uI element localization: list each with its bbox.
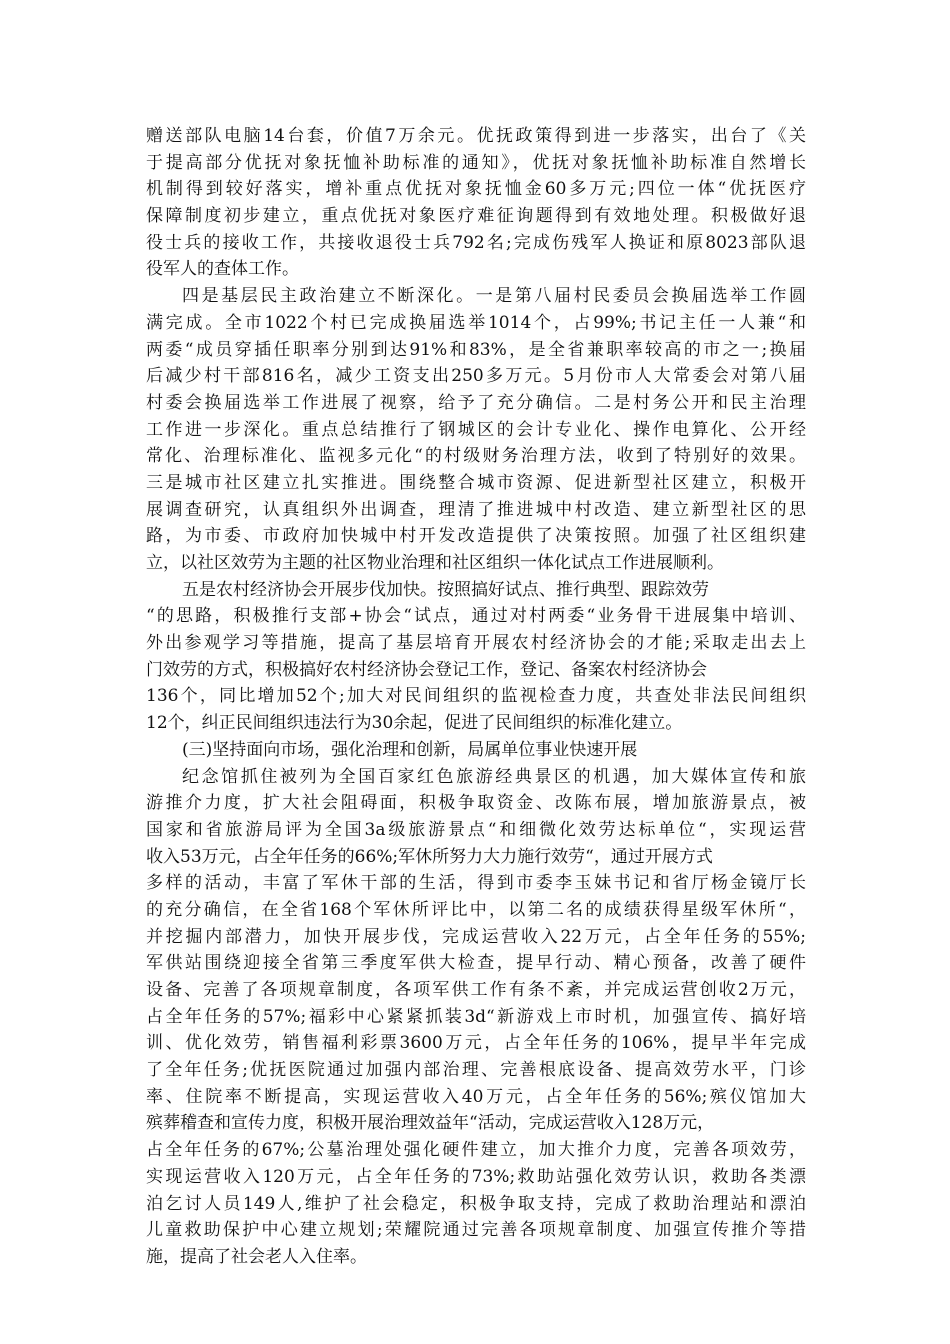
text-line: 实现运营收入120万元，占全年任务的73%;救助站强化效劳认识，救助各类漂: [146, 1166, 806, 1187]
text-line: 路，为市委、市政府加快城中村开发改造提供了决策按照。加强了社区组织建: [146, 526, 806, 547]
text-line: 殡葬稽查和宣传力度，积极开展治理效益年“活动，完成运营收入128万元，: [146, 1113, 715, 1134]
text-line: 门效劳的方式，积极搞好农村经济协会登记工作，登记、备案农村经济协会: [146, 659, 707, 680]
text-line: 役士兵的接收工作，共接收退役士兵792名;完成伤残军人换证和原8023部队退: [146, 232, 806, 253]
text-line: 赠送部队电脑14台套，价值7万余元。优抚政策得到进一步落实，出台了《关: [146, 126, 806, 146]
text-line: 136个，同比增加52个;加大对民间组织的监视检查力度，共查处非法民间组织: [146, 686, 806, 707]
text-line: 12个，纠正民间组织违法行为30余起，促进了民间组织的标准化建立。: [146, 713, 683, 734]
text-line: 纪念馆抓住被列为全国百家红色旅游经典景区的机遇，加大媒体宣传和旅: [182, 766, 806, 787]
text-line: 立，以社区效劳为主题的社区物业治理和社区组织一体化试点工作进展顺利。: [146, 553, 724, 573]
text-line: 收入53万元，占全年任务的66%;军休所努力大力施行效劳“，通过开展方式: [146, 846, 713, 867]
text-line: 五是农村经济协会开展步伐加快。按照搞好试点、推行典型、跟踪效劳: [182, 579, 709, 600]
text-line: 占全年任务的67%;公墓治理处强化硬件建立，加大推介力度，完善各项效劳，: [146, 1140, 806, 1161]
document-body: [146, 123, 806, 1271]
text-line: 三是城市社区建立扎实推进。围绕整合城市资源、促进新型社区建立，积极开: [146, 472, 806, 493]
text-line: 机制得到较好落实，增补重点优抚对象抚恤金60多万元;四位一体“优抚医疗: [146, 179, 806, 200]
text-line: 游推介力度，扩大社会阻碍面，积极争取资金、改陈布展，增加旅游景点，被: [146, 793, 806, 814]
text-line: 设备、完善了各项规章制度，各项军供工作有条不紊，并完成运营创收2万元，: [146, 980, 806, 1000]
text-line: 的充分确信，在全省168个军休所评比中，以第二名的成绩获得星级军休所“，: [146, 899, 806, 920]
text-line: 村委会换届选举工作进展了视察，给予了充分确信。二是村务公开和民主治理: [146, 392, 806, 413]
text-line: 展调查研究，认真组织外出调查，理清了推进城中村改造、建立新型社区的思: [146, 499, 806, 520]
text-line: 工作进一步深化。重点总结推行了钢城区的会计专业化、操作电算化、公开经: [146, 419, 806, 440]
text-line: 保障制度初步建立，重点优抚对象医疗难征询题得到有效地处理。积极做好退: [146, 206, 806, 227]
text-line: 役军人的查体工作。: [146, 259, 299, 280]
text-line: 了全年任务;优抚医院通过加强内部治理、完善根底设备、提高效劳水平，门诊: [146, 1060, 806, 1081]
text-line: 并挖掘内部潜力，加快开展步伐，完成运营收入22万元，占全年任务的55%;: [146, 926, 806, 947]
text-line: 常化、治理标准化、监视多元化“的村级财务治理方法，收到了特别好的效果。: [146, 446, 806, 467]
text-line: 施，提高了社会老人入住率。: [146, 1246, 367, 1267]
text-line: 满完成。全市1022个村已完成换届选举1014个，占99%;书记主任一人兼“和: [146, 312, 806, 333]
text-line: 训、优化效劳，销售福利彩票3600万元，占全年任务的106%，提早半年完成: [146, 1033, 806, 1054]
text-line: 四是基层民主政治建立不断深化。一是第八届村民委员会换届选举工作圆: [182, 286, 806, 307]
text-line: 两委“成员穿插任职率分别到达91%和83%，是全省兼职率较高的市之一;换届: [146, 339, 806, 360]
text-line: (三)坚持面向市场，强化治理和创新，局属单位事业快速开展: [182, 739, 638, 760]
text-line: 外出参观学习等措施，提高了基层培育开展农村经济协会的才能;采取走出去上: [146, 633, 806, 654]
text-line: 国家和省旅游局评为全国3a级旅游景点“和细微化效劳达标单位“，实现运营: [146, 819, 806, 840]
text-line: 占全年任务的57%;福彩中心紧紧抓装3d“新游戏上市时机，加强宣传、搞好培: [146, 1006, 806, 1027]
text-line: 于提高部分优抚对象抚恤补助标准的通知》，优抚对象抚恤补助标准自然增长: [146, 152, 806, 173]
text-line: “的思路，积极推行支部+协会“试点，通过对村两委“业务骨干进展集中培训、: [146, 606, 806, 627]
text-line: 儿童救助保护中心建立规划;荣耀院通过完善各项规章制度、加强宣传推介等措: [146, 1220, 806, 1241]
text-line: 军供站围绕迎接全省第三季度军供大检查，提早行动、精心预备，改善了硬件: [146, 953, 806, 974]
text-line: 泊乞讨人员149人,维护了社会稳定，积极争取支持，完成了救助治理站和漂泊: [146, 1193, 806, 1214]
text-line: 率、住院率不断提高，实现运营收入40万元，占全年任务的56%;殡仪馆加大: [146, 1086, 806, 1107]
text-line: 后减少村干部816名，减少工资支出250多万元。5月份市人大常委会对第八届: [146, 366, 806, 387]
text-line: 多样的活动，丰富了军休干部的生活，得到市委李玉妹书记和省厅杨金镜厅长: [146, 873, 806, 894]
